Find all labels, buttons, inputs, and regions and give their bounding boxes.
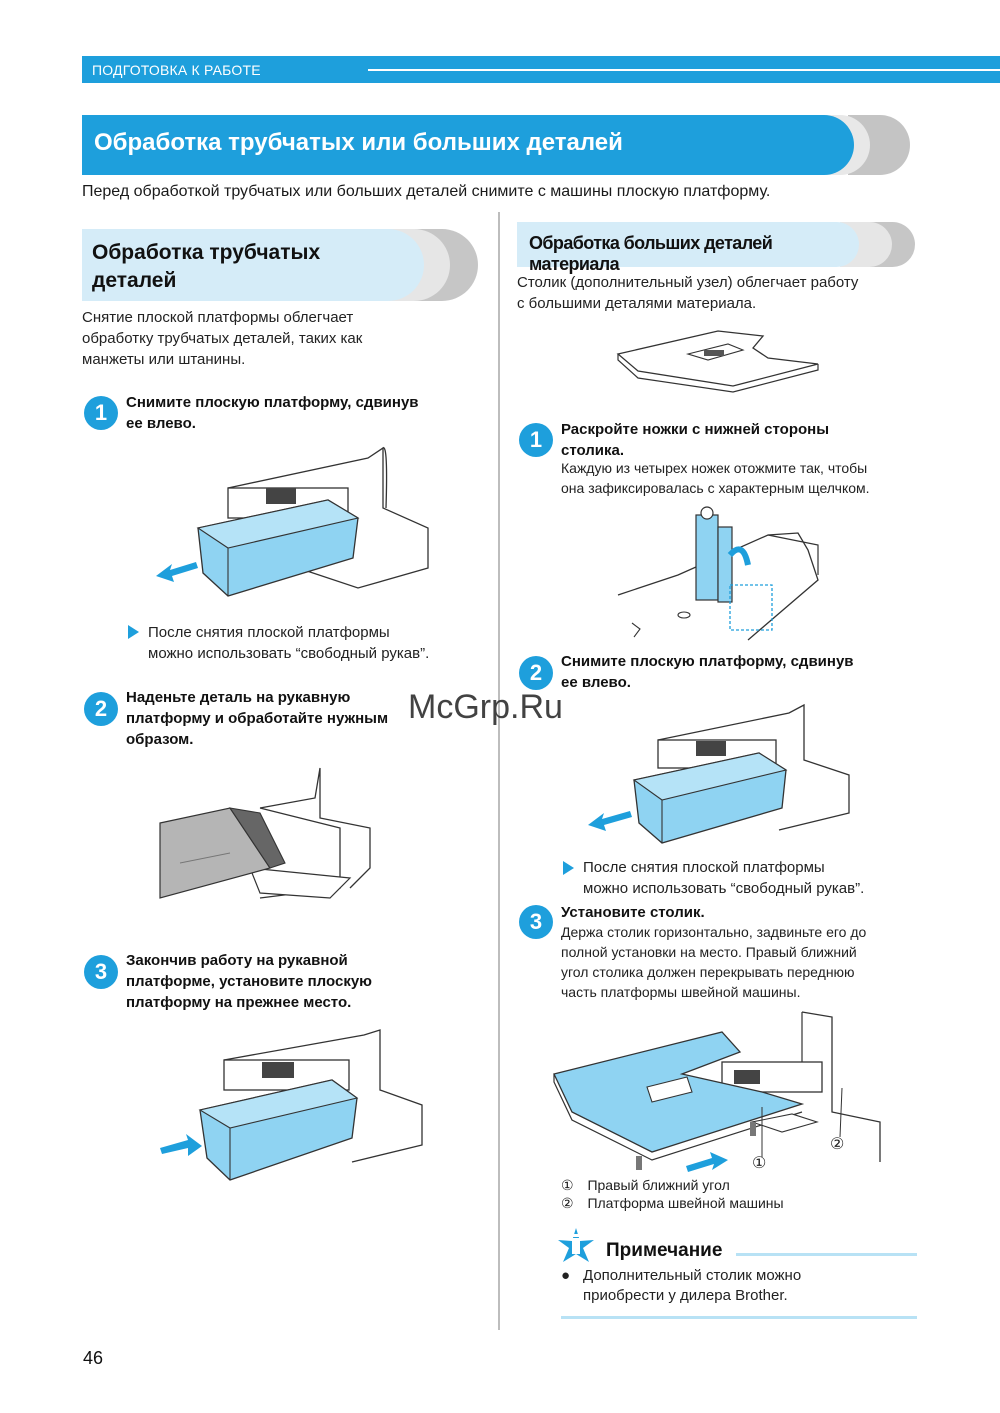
result-marker-icon [563, 861, 574, 875]
step-line: платформу на прежнее место. [126, 994, 352, 1011]
description-line: полной установки на место. Правый ближний [561, 944, 857, 960]
step-number-badge: 1 [84, 396, 118, 430]
section-header-rule [368, 69, 1000, 71]
step-line: платформу и обработайте нужным [126, 710, 389, 727]
step-number-badge: 3 [84, 955, 118, 989]
left-paragraph [82, 307, 362, 370]
step-line: столика. [561, 442, 625, 459]
illustration-remove-platform [148, 448, 438, 613]
legend-text: Платформа швейной машины [587, 1195, 784, 1211]
step-instruction [561, 902, 705, 923]
note-body [561, 1266, 801, 1306]
note-title: Примечание [606, 1240, 723, 1261]
step-line: Установите столик. [561, 904, 705, 921]
paragraph-line: обработку трубчатых деталей, таких как [82, 330, 363, 347]
note-line: Дополнительный столик можно [583, 1267, 802, 1284]
result-line: После снятия плоской платформы [148, 624, 390, 641]
step-description [561, 458, 870, 498]
legend-text: Правый ближний угол [587, 1177, 730, 1193]
illustration-free-arm-sleeve [160, 768, 410, 918]
step-instruction [561, 651, 854, 693]
result-line: После снятия плоской платформы [583, 859, 825, 876]
step-line: Раскройте ножки с нижней стороны [561, 421, 830, 438]
right-paragraph [517, 272, 858, 314]
legend-mark: ① [561, 1177, 574, 1193]
step-line: ее влево. [126, 415, 196, 432]
page-number: 46 [83, 1348, 104, 1368]
note-sparkle-icon [558, 1228, 594, 1264]
section-header-label: ПОДГОТОВКА К РАБОТЕ [92, 62, 261, 78]
step-instruction [126, 687, 388, 750]
subheading-tubular [82, 229, 424, 301]
page-title: Обработка трубчатых или больших деталей [94, 129, 623, 156]
step-number-badge: 2 [84, 692, 118, 726]
paragraph-line: с большими деталями материала. [517, 295, 757, 312]
paragraph-line: Снятие плоской платформы облегчает [82, 309, 354, 326]
note-top-rule [736, 1253, 917, 1256]
step-line: образом. [126, 731, 194, 748]
step-description [561, 922, 866, 1002]
callout-marker: ② [830, 1136, 845, 1153]
illustration-extension-table [618, 326, 818, 396]
legend-mark: ② [561, 1195, 574, 1211]
result-marker-icon [128, 625, 139, 639]
subheading-large-pieces [517, 222, 859, 274]
result-line: можно использовать “свободный рукав”. [148, 645, 430, 662]
page-title-banner [82, 115, 854, 175]
step-instruction [126, 392, 419, 434]
step-line: платформе, установите плоскую [126, 973, 372, 990]
step-line: Снимите плоскую платформу, сдвинув [561, 653, 854, 670]
step-instruction [126, 950, 372, 1013]
subheading-line: Обработка трубчатых [92, 241, 321, 264]
step-result [148, 622, 429, 664]
step-result [583, 857, 864, 899]
description-line: она зафиксировалась с характерным щелчком. [561, 480, 870, 496]
bullet-icon: ● [561, 1267, 571, 1284]
step-instruction [561, 419, 829, 461]
section-header-bar [82, 56, 1000, 83]
note-line: приобрести у дилера Brother. [583, 1287, 788, 1304]
step-line: Закончив работу на рукавной [126, 952, 348, 969]
description-line: угол столика должен перекрывать переднюю [561, 964, 855, 980]
subheading-text: Обработка больших деталей материала [529, 233, 773, 274]
subheading-line: деталей [92, 269, 177, 292]
legend-item [561, 1176, 730, 1194]
description-line: часть платформы швейной машины. [561, 984, 801, 1000]
step-line: Снимите плоскую платформу, сдвинув [126, 394, 419, 411]
step-number-badge: 2 [519, 656, 553, 690]
description-line: Каждую из четырех ножек отожмите так, чтобы [561, 460, 868, 476]
step-line: Наденьте деталь на рукавную [126, 689, 351, 706]
step-line: ее влево. [561, 674, 631, 691]
watermark-text: McGrp.Ru [408, 688, 563, 726]
callout-marker: ① [752, 1155, 767, 1172]
description-line: Держа столик горизонтально, задвиньте его до [561, 924, 867, 940]
step-number-badge: 3 [519, 905, 553, 939]
illustration-remove-platform-right [584, 705, 856, 855]
result-line: можно использовать “свободный рукав”. [583, 880, 865, 897]
legend-item [561, 1194, 784, 1212]
illustration-open-legs [618, 505, 843, 645]
step-number-badge: 1 [519, 423, 553, 457]
paragraph-line: Столик (дополнительный узел) облегчает работу [517, 274, 859, 291]
intro-text: Перед обработкой трубчатых или больших деталей снимите с машины плоскую платформу. [82, 183, 771, 200]
note-bottom-rule [561, 1316, 917, 1319]
illustration-install-platform [152, 1030, 432, 1190]
paragraph-line: манжеты или штанины. [82, 351, 246, 368]
column-divider [498, 212, 500, 1330]
